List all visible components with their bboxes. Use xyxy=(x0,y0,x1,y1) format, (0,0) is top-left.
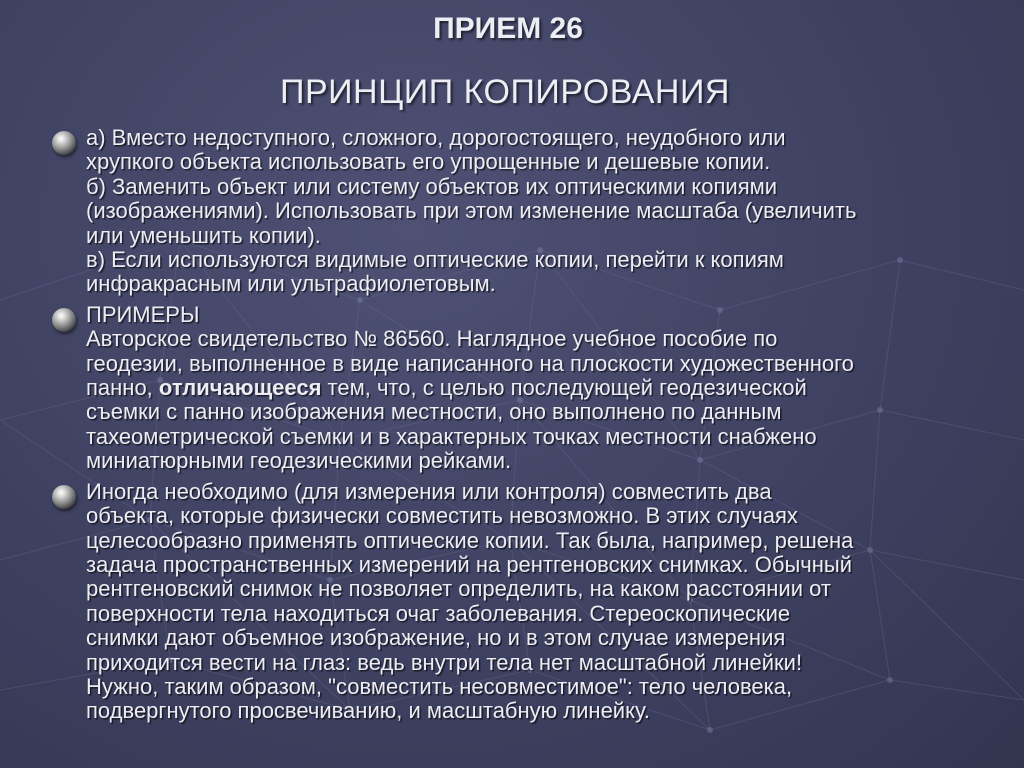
text-line: хрупкого объекта использовать его упрощенные и дешевые копии. xyxy=(86,149,771,175)
text-line: (изображениями). Использовать при этом изменение масштаба (увеличить xyxy=(86,198,857,224)
bullet-list xyxy=(50,126,995,730)
text-line: поверхности тела находиться очаг заболевания. Стереоскопические xyxy=(86,600,791,626)
text-line: съемки с панно изображения местности, оно выполнено по данным xyxy=(86,399,782,425)
text-line: Нужно, таким образом, "совместить несовместимое": тело человека, xyxy=(86,673,793,699)
text-line: миниатюрными геодезическими рейками. xyxy=(86,448,512,474)
text-line: задача пространственных измерений на рентгеновских снимках. Обычный xyxy=(86,551,853,577)
text-line: инфракрасным или ультрафиолетовым. xyxy=(86,271,496,297)
sphere-bullet-icon xyxy=(52,485,76,509)
text-line-with-emphasis xyxy=(86,376,995,400)
sphere-bullet-icon xyxy=(52,308,76,332)
emphasized-word: отличающееся xyxy=(158,375,322,401)
text-segment: панно, xyxy=(86,375,159,401)
text-line: Иногда необходимо (для измерения или контроля) совместить два xyxy=(86,478,772,504)
bullet-item-xray-example xyxy=(50,480,995,724)
sphere-bullet-icon xyxy=(52,131,76,155)
text-line: снимки дают объемное изображение, но и в этом случае измерения xyxy=(86,625,786,651)
bullet-item-methods xyxy=(50,126,995,297)
text-line: рентгеновский снимок не позволяет определить, на каком расстоянии от xyxy=(86,576,831,602)
text-line: тахеометрической съемки и в характерных точках местности снабжено xyxy=(86,423,817,449)
text-line: объекта, которые физически совместить невозможно. В этих случаях xyxy=(86,503,798,529)
slide-subheading: ПРИНЦИП КОПИРОВАНИЯ xyxy=(280,73,730,111)
text-line: или уменьшить копии). xyxy=(86,222,321,248)
text-line: целесообразно применять оптические копии. Так была, например, решена xyxy=(86,527,854,553)
bullet-item-examples xyxy=(50,303,995,474)
text-segment: тем, что, с целью последующей геодезической xyxy=(321,375,807,401)
text-line: приходится вести на глаз: ведь внутри тела нет масштабной линейки! xyxy=(86,649,803,675)
text-line: Авторское свидетельство № 86560. Наглядное учебное пособие по xyxy=(86,326,778,352)
text-line: а) Вместо недоступного, сложного, дорогостоящего, неудобного или xyxy=(86,125,786,150)
text-line: б) Заменить объект или систему объектов их оптическими копиями xyxy=(86,173,778,199)
examples-heading: ПРИМЕРЫ xyxy=(86,301,200,327)
text-line: геодезии, выполненное в виде написанного на плоскости художественного xyxy=(86,350,854,376)
text-line: подвергнутого просвечиванию, и масштабную линейку. xyxy=(86,698,650,724)
slide-heading: ПРИЕМ 26 xyxy=(433,12,583,45)
text-line: в) Если используются видимые оптические копии, перейти к копиям xyxy=(86,247,784,273)
